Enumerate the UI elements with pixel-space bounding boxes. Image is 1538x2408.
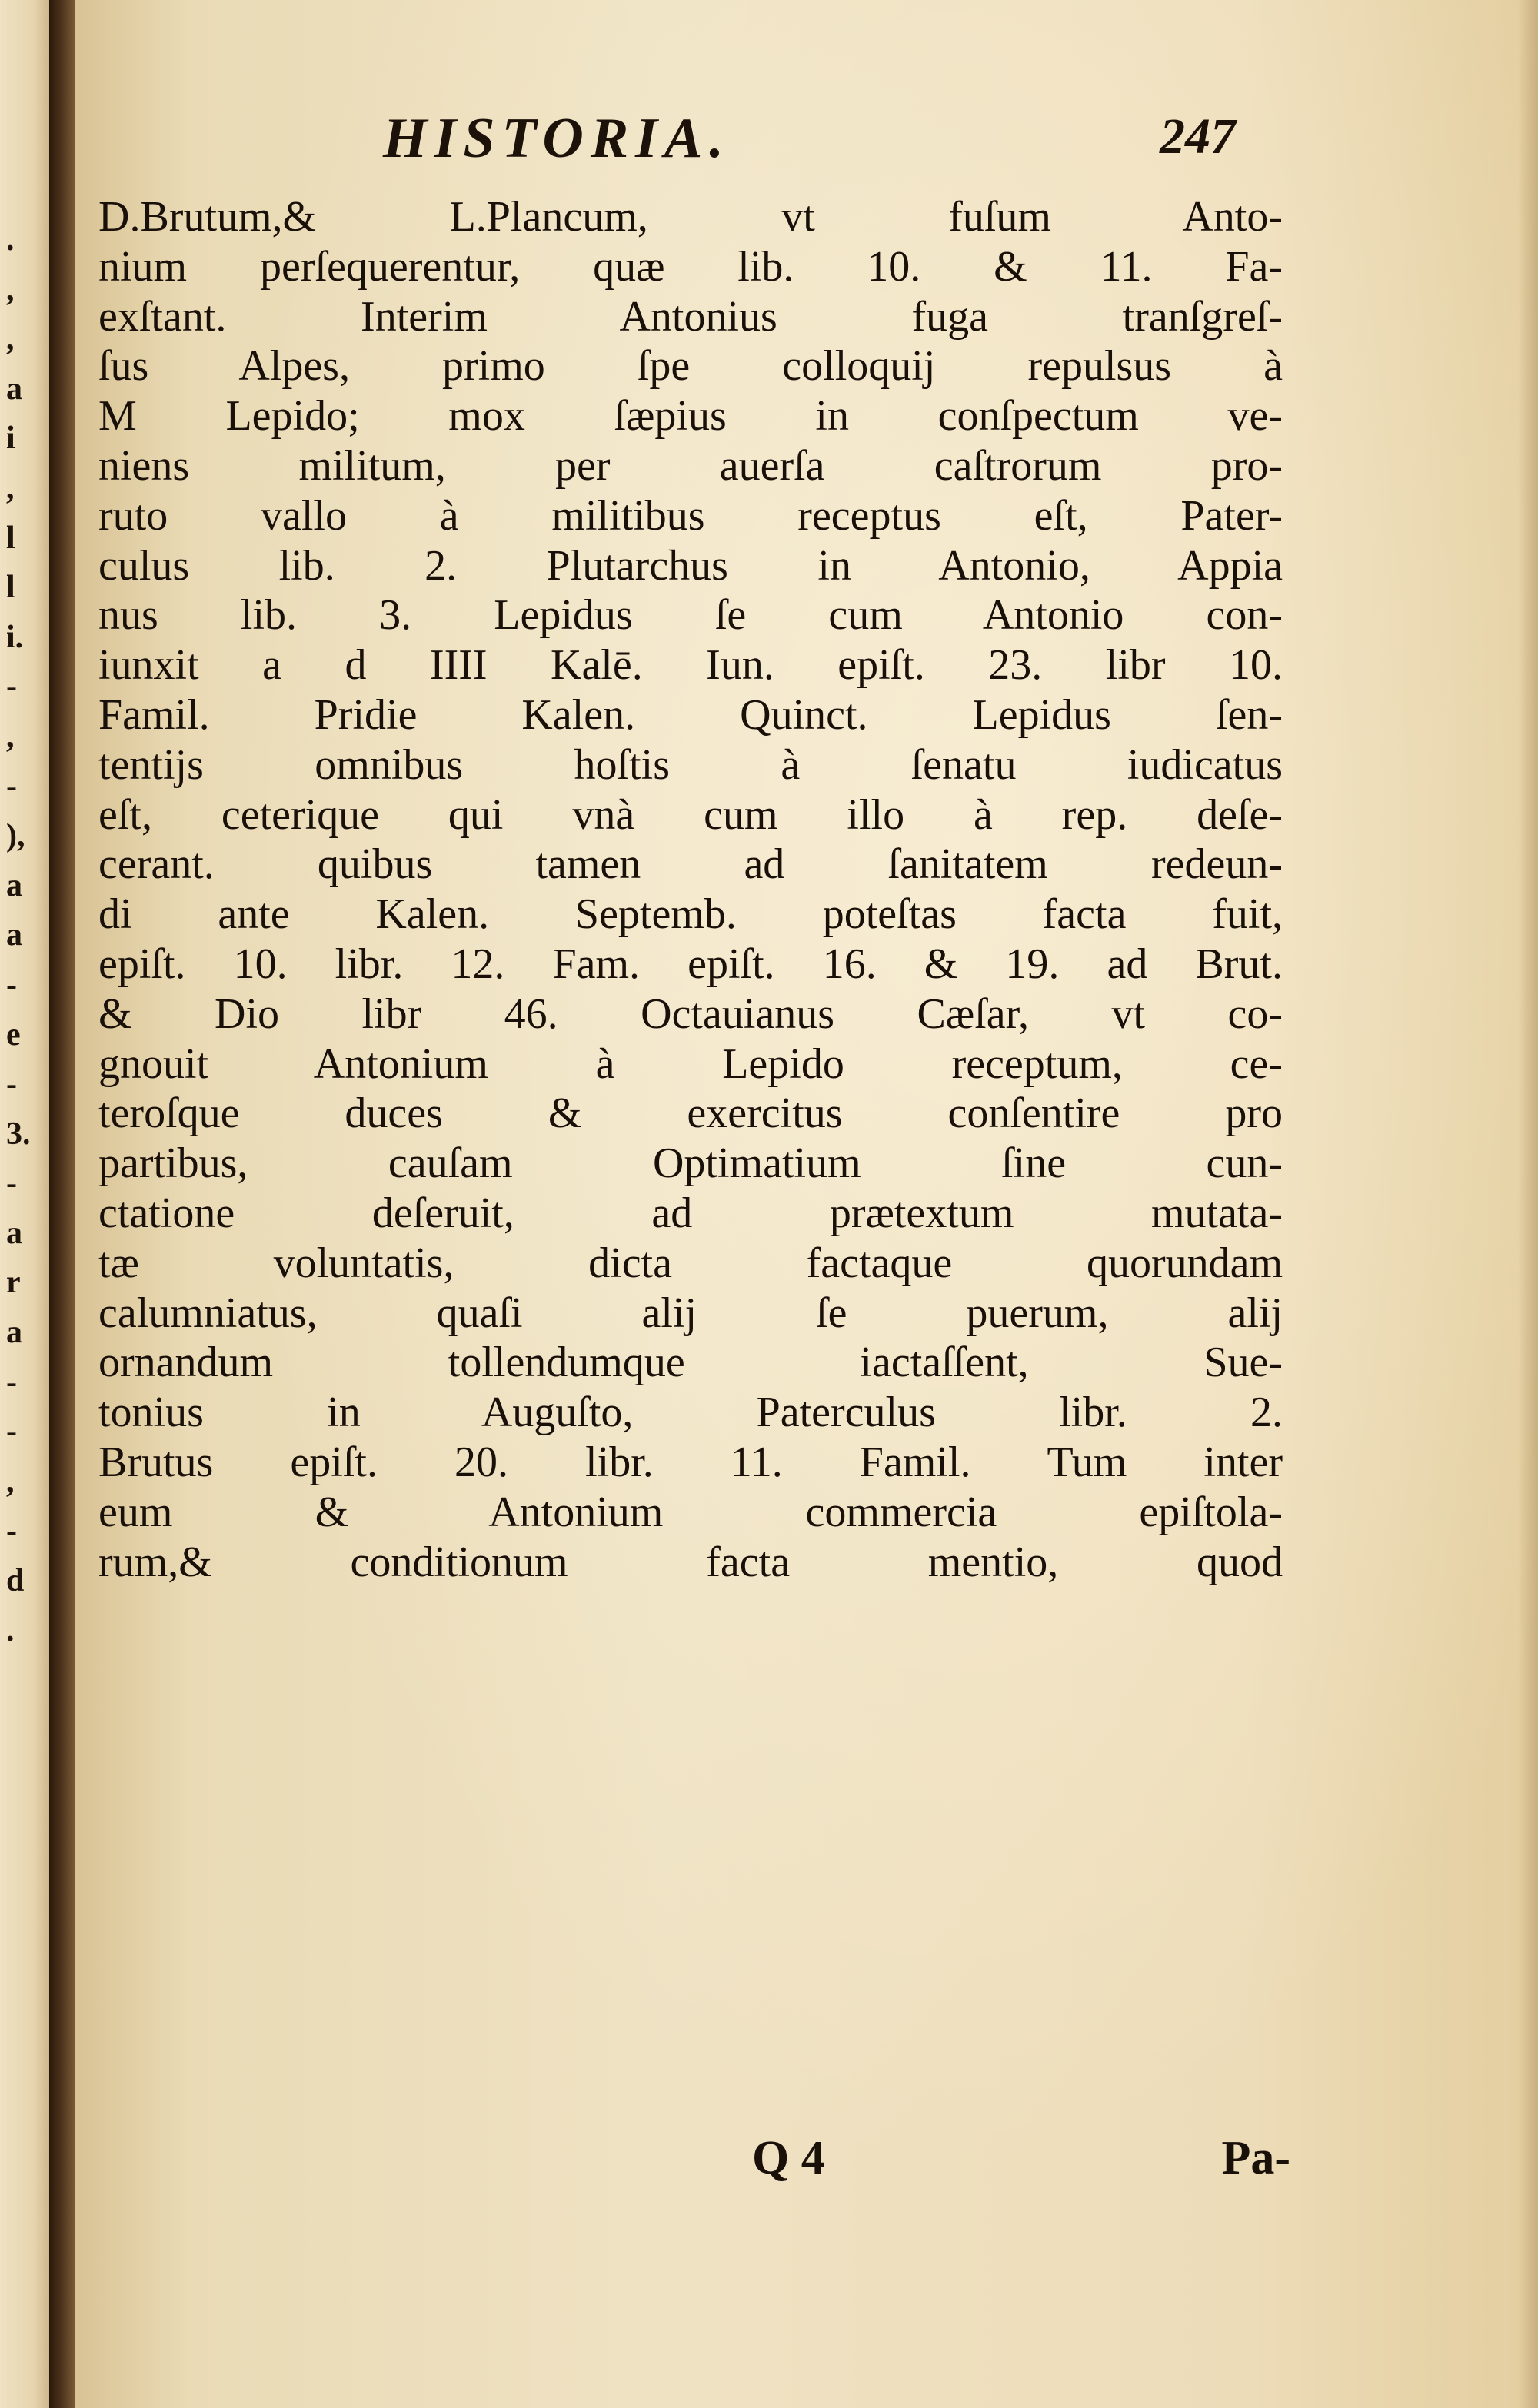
text-line: calumniatus, quaſi alij ſe puerum, alij	[98, 1289, 1283, 1337]
margin-mark: e	[6, 1016, 21, 1053]
margin-mark: -	[6, 966, 17, 1003]
text-line: ctatione deſeruit, ad prætextum mutata-	[98, 1189, 1283, 1237]
margin-mark: ,	[6, 470, 15, 506]
margin-mark: r	[6, 1265, 21, 1301]
text-line: Famil. Pridie Kalen. Quinct. Lepidus ſen-	[98, 690, 1283, 739]
catchline	[752, 2131, 1290, 2193]
text-line: partibus, cauſam Optimatium ſine cun-	[98, 1139, 1283, 1188]
text-line: di ante Kalen. Septemb. poteſtas facta fuit,	[98, 890, 1283, 939]
margin-mark: .	[6, 1612, 15, 1648]
margin-mark: l	[6, 570, 15, 606]
page-number: 247	[1160, 108, 1236, 165]
text-line: cerant. quibus tamen ad ſanitatem redeun-	[98, 840, 1283, 889]
text-line: nus lib. 3. Lepidus ſe cum Antonio con-	[98, 591, 1283, 640]
margin-mark: ,	[6, 1463, 15, 1499]
margin-mark: -	[6, 768, 17, 804]
text-line: ruto vallo à militibus receptus eſt, Pater-	[98, 491, 1283, 540]
book-page	[75, 0, 1538, 2408]
text-line: tonius in Auguſto, Paterculus libr. 2.	[98, 1389, 1283, 1437]
margin-mark: -	[6, 669, 17, 705]
margin-mark: a	[6, 1315, 22, 1351]
text-line: rum,& conditionum facta mentio, quod	[98, 1538, 1283, 1586]
margin-mark: -	[6, 1364, 17, 1400]
margin-mark: -	[6, 1066, 17, 1103]
text-line: iunxit a d IIII Kalē. Iun. epiſt. 23. libr 10.	[98, 641, 1283, 690]
text-line: tentijs omnibus hoſtis à ſenatu iudicatus	[98, 740, 1283, 789]
text-line: nium perſequerentur, quæ lib. 10. & 11. Fa-	[98, 242, 1283, 291]
text-line: eſt, ceterique qui vnà cum illo à rep. deſe-	[98, 790, 1283, 839]
running-title: HISTORIA.	[383, 107, 731, 170]
margin-mark: 3.	[6, 1116, 31, 1152]
text-line: gnouit Antonium à Lepido receptum, ce-	[98, 1039, 1283, 1088]
margin-mark: ,	[6, 321, 15, 358]
catchword: Pa-	[1221, 2132, 1290, 2184]
margin-mark: ),	[6, 818, 25, 854]
margin-mark: -	[6, 1513, 17, 1549]
margin-mark: l	[6, 520, 15, 556]
text-line: ſus Alpes, primo ſpe colloquij repulsus à	[98, 342, 1283, 391]
text-line: Brutus epiſt. 20. libr. 11. Famil. Tum inter	[98, 1438, 1283, 1486]
text-line: D.Brutum,& L.Plancum, vt fuſum Anto-	[98, 193, 1283, 241]
margin-mark: a	[6, 371, 22, 407]
margin-mark: -	[6, 1166, 17, 1202]
text-line: niens militum, per auerſa caſtrorum pro-	[98, 441, 1283, 490]
margin-mark: d	[6, 1563, 25, 1599]
margin-mark: a	[6, 867, 22, 903]
margin-mark: a	[6, 917, 22, 953]
body-text	[98, 192, 1283, 1587]
text-line: eum & Antonium commercia epiſtola-	[98, 1488, 1283, 1536]
margin-mark: i.	[6, 619, 24, 655]
text-line: ornandum tollendumque iactaſſent, Sue-	[98, 1339, 1283, 1387]
margin-mark: .	[6, 222, 15, 258]
margin-mark: ,	[6, 271, 15, 308]
margin-mark: ,	[6, 718, 15, 754]
text-line: exſtant. Interim Antonius fuga tranſgreſ-	[98, 292, 1283, 341]
running-head	[383, 106, 1306, 175]
text-line: culus lib. 2. Plutarchus in Antonio, Appia	[98, 541, 1283, 590]
text-line: tæ voluntatis, dicta factaque quorundam	[98, 1239, 1283, 1287]
margin-mark: -	[6, 1414, 17, 1450]
page-edge-shadow	[1518, 0, 1538, 2408]
previous-page-sliver	[0, 0, 49, 2408]
text-line: & Dio libr 46. Octauianus Cæſar, vt co-	[98, 989, 1283, 1038]
text-line: M Lepido; mox ſæpius in conſpectum ve-	[98, 392, 1283, 441]
previous-page-margin-marks	[6, 215, 37, 1655]
margin-mark: i	[6, 421, 15, 457]
margin-mark: a	[6, 1215, 22, 1251]
binding-gutter	[49, 0, 75, 2408]
text-line: epiſt. 10. libr. 12. Fam. epiſt. 16. & 19. ad Brut.	[98, 940, 1283, 988]
text-line: teroſque duces & exercitus conſentire pro	[98, 1089, 1283, 1138]
signature-mark: Q 4	[752, 2132, 825, 2184]
